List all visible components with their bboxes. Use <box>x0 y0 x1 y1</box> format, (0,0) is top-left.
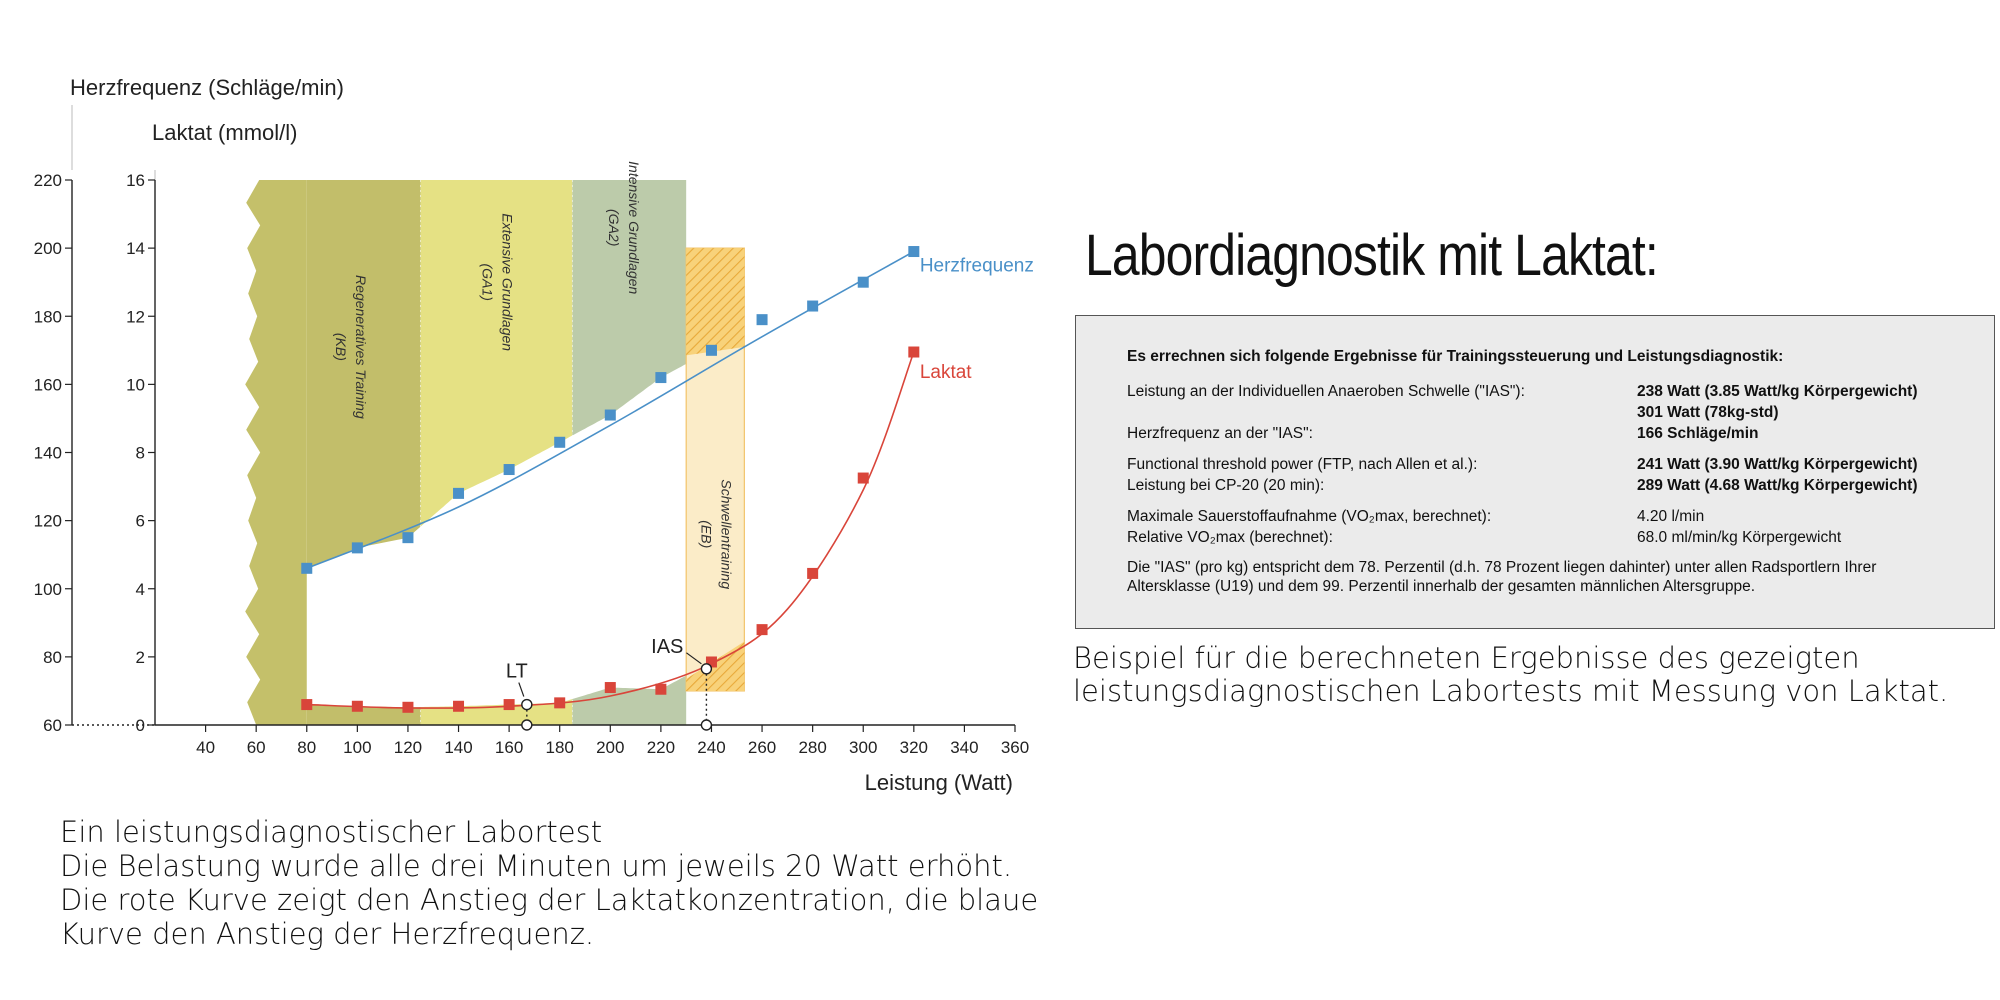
series-label-heart-rate: Herzfrequenz <box>919 255 1034 277</box>
lactate-point <box>352 701 363 712</box>
result-label: Leistung an der Individuellen Anaeroben Schwelle ("IAS"): <box>1127 383 1525 400</box>
lactate-y-tick-label: 12 <box>126 307 145 327</box>
zone-abbr: (EB) <box>698 520 715 549</box>
results-heading: Es errechnen sich folgende Ergebnisse für Trainingssteuerung und Leistungsdiagnostik: <box>1127 348 1784 365</box>
lactate-point <box>301 699 312 710</box>
left-y-tick-label: 80 <box>43 647 62 667</box>
zone-label: Regeneratives Training <box>352 275 369 419</box>
zone-ga1-low-band <box>421 699 573 725</box>
result-row <box>1127 475 1954 496</box>
result-value: 4.20 l/min <box>1637 508 1705 525</box>
heart-rate-point <box>352 542 363 553</box>
result-row <box>1127 381 1954 402</box>
result-value: 301 Watt (78kg-std) <box>1637 404 1779 421</box>
left-y-tick-label: 100 <box>33 579 62 599</box>
x-tick-label: 160 <box>494 738 524 757</box>
lactate-y-tick-label: 4 <box>135 579 145 599</box>
left-y-tick-label: 200 <box>33 239 62 259</box>
result-label: Maximale Sauerstoffaufnahme (VO₂max, berechnet): <box>1127 508 1492 525</box>
x-tick-label: 40 <box>196 738 216 757</box>
results-caption-line: leistungsdiagnostischen Labortests mit Messung von Laktat. <box>1073 674 1949 708</box>
result-label <box>1127 402 1637 423</box>
result-value: 166 Schläge/min <box>1637 425 1759 442</box>
chart-caption-line: Die rote Kurve zeigt den Anstieg der Laktatkonzentration, die blaue <box>60 883 1039 917</box>
lactate-axis-label: Laktat (mmol/l) <box>152 120 298 145</box>
lactate-point <box>402 702 413 713</box>
heart-rate-point <box>908 246 919 257</box>
results-caption <box>1073 642 1993 708</box>
lactate-point <box>453 701 464 712</box>
lactate-heart-rate-chart <box>0 60 1050 800</box>
x-tick-label: 100 <box>343 738 372 757</box>
lactate-point <box>504 699 515 710</box>
result-row <box>1127 402 1954 423</box>
result-label: Functional threshold power (FTP, nach Allen et al.): <box>1127 456 1478 473</box>
x-tick-label: 120 <box>393 738 423 757</box>
left-y-tick-label: 120 <box>33 511 62 531</box>
x-tick-label: 180 <box>545 738 574 757</box>
lactate-y-tick-label: 14 <box>126 239 145 259</box>
x-tick-label: 240 <box>697 738 726 757</box>
x-tick-label: 260 <box>747 738 777 757</box>
left-y-tick-label: 60 <box>43 716 62 735</box>
zone-abbr: (GA1) <box>479 263 496 301</box>
zone-label: Schwellentraining <box>718 479 735 590</box>
x-tick-label: 340 <box>950 738 979 757</box>
heart-rate-point <box>757 314 768 325</box>
chart-caption-line: Ein leistungsdiagnostischer Labortest <box>60 815 603 849</box>
heart-rate-point <box>504 464 515 475</box>
lactate-y-tick-label: 10 <box>126 375 145 395</box>
lactate-y-tick-label: 8 <box>135 443 145 463</box>
x-axis-label: Leistung (Watt) <box>864 770 1013 795</box>
heart-rate-point <box>655 372 666 383</box>
x-tick-label: 220 <box>646 738 676 757</box>
results-box <box>1075 315 1995 629</box>
zone-abbr: (KB) <box>332 332 349 361</box>
chart-caption <box>60 815 1040 951</box>
heart-rate-point <box>807 301 818 312</box>
lactate-y-tick-label: 2 <box>135 647 145 667</box>
result-label: Herzfrequenz an der "IAS": <box>1127 425 1313 442</box>
left-y-tick-label: 160 <box>33 375 62 395</box>
lactate-point <box>605 682 616 693</box>
marker-label: LT <box>505 660 528 683</box>
result-value: 289 Watt (4.68 Watt/kg Körpergewicht) <box>1637 477 1918 494</box>
marker-point <box>522 700 532 710</box>
lactate-y-tick-label: 0 <box>135 716 145 735</box>
result-label: Relative VO₂max (berechnet): <box>1127 529 1333 546</box>
left-y-tick-label: 180 <box>33 307 62 327</box>
lactate-point <box>757 624 768 635</box>
x-tick-label: 80 <box>297 738 317 757</box>
zone-label: Extensive Grundlagen <box>499 213 516 352</box>
zone-edge-strip <box>245 180 307 725</box>
x-tick-label: 320 <box>899 738 929 757</box>
result-row <box>1127 454 1954 475</box>
results-note: Die "IAS" (pro kg) entspricht dem 78. Perzentil (d.h. 78 Prozent liegen dahinter) unter allen Radsportlern Ihrer Altersklasse (U19) und dem 99. Perzentil innerhalb der gesamten männlichen Altersgruppe. <box>1127 559 1877 595</box>
marker-leader <box>519 683 524 697</box>
marker-axis-point <box>701 720 711 730</box>
result-value: 238 Watt (3.85 Watt/kg Körpergewicht) <box>1637 383 1918 400</box>
left-axis-label: Herzfrequenz (Schläge/min) <box>70 75 344 100</box>
x-tick-label: 200 <box>596 738 625 757</box>
lactate-point <box>655 684 666 695</box>
x-tick-label: 360 <box>1000 738 1030 757</box>
series-label-lactate: Laktat <box>919 362 972 384</box>
heart-rate-point <box>554 437 565 448</box>
result-value: 68.0 ml/min/kg Körpergewicht <box>1637 529 1842 546</box>
chart-caption-line: Die Belastung wurde alle drei Minuten um jeweils 20 Watt erhöht. <box>60 849 1013 883</box>
x-tick-label: 300 <box>849 738 878 757</box>
lactate-point <box>554 697 565 708</box>
chart-caption-line: Kurve den Anstieg der Herzfrequenz. <box>60 917 595 951</box>
result-value: 241 Watt (3.90 Watt/kg Körpergewicht) <box>1637 456 1918 473</box>
marker-axis-point <box>522 720 532 730</box>
x-tick-label: 60 <box>246 738 266 757</box>
lactate-point <box>858 473 869 484</box>
marker-point <box>701 664 711 674</box>
result-row <box>1127 506 1954 527</box>
heart-rate-point <box>301 563 312 574</box>
marker-label: IAS <box>651 635 684 658</box>
left-y-tick-label: 220 <box>33 171 62 190</box>
panel-title: Labordiagnostik mit Laktat: <box>1085 223 1658 288</box>
zone-eb-hatch-top <box>686 248 744 355</box>
left-y-tick-label: 140 <box>33 443 62 463</box>
result-row <box>1127 423 1954 444</box>
heart-rate-point <box>402 532 413 543</box>
zone-ga1-band <box>421 180 573 527</box>
lactate-y-tick-label: 16 <box>126 171 145 190</box>
heart-rate-point <box>453 488 464 499</box>
lactate-point <box>908 347 919 358</box>
zone-abbr: (GA2) <box>605 209 622 247</box>
x-tick-label: 140 <box>444 738 473 757</box>
results-caption-line: Beispiel für die berechneten Ergebnisse des gezeigten <box>1073 641 1860 675</box>
heart-rate-point <box>858 277 869 288</box>
x-tick-label: 280 <box>798 738 827 757</box>
heart-rate-point <box>605 410 616 421</box>
lactate-point <box>807 568 818 579</box>
result-row <box>1127 527 1954 548</box>
lactate-y-tick-label: 6 <box>135 511 145 531</box>
zone-label: Intensive Grundlagen <box>625 161 642 295</box>
result-label: Leistung bei CP-20 (20 min): <box>1127 477 1325 494</box>
heart-rate-point <box>706 345 717 356</box>
